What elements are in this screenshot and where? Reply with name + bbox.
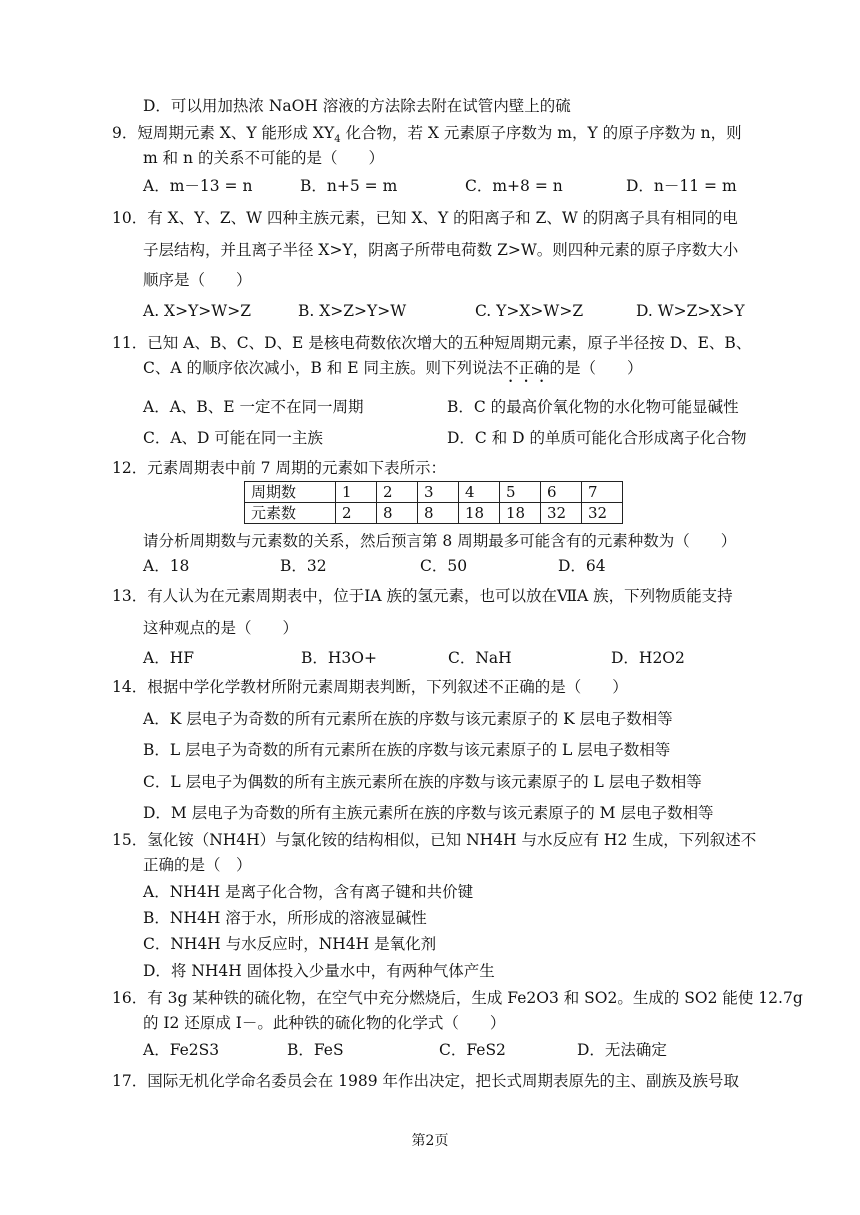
q13-stem-line2: 这种观点的是（ ） bbox=[143, 619, 299, 637]
q13-option-b: B．H3O+ bbox=[301, 649, 377, 667]
table-cell: 18 bbox=[459, 503, 500, 524]
table-row-counts bbox=[245, 503, 623, 524]
table-cell: 2 bbox=[336, 503, 377, 524]
q8-option-d: D．可以用加热浓 NaOH 溶液的方法除去附在试管内壁上的硫 bbox=[143, 97, 571, 115]
q15-option-a: A．NH4H 是离子化合物，含有离子键和共价键 bbox=[143, 883, 474, 901]
q15-option-b: B．NH4H 溶于水，所形成的溶液显碱性 bbox=[143, 909, 427, 927]
q14-stem: 14．根据中学化学教材所附元素周期表判断，下列叙述不正确的是（ ） bbox=[112, 678, 628, 696]
q16-stem-line1: 16．有 3g 某种铁的硫化物，在空气中充分燃烧后，生成 Fe2O3 和 SO2。生成的 SO2 能使 12.7g bbox=[112, 989, 803, 1007]
q16-stem-line2: 的 I2 还原成 I－。此种铁的硫化物的化学式（ ） bbox=[143, 1014, 506, 1032]
table-cell: 3 bbox=[418, 482, 459, 503]
q10-option-b: B. X>Z>Y>W bbox=[298, 302, 407, 320]
q9-stem-line1: 9．短周期元素 X、Y 能形成 $XY_4$ 化合物，若 X 元素原子序数为 m，Y 的原子序数为 n，则 bbox=[112, 124, 742, 146]
q12-stem: 12．元素周期表中前 7 周期的元素如下表所示： bbox=[112, 459, 446, 477]
q10-option-a: A. X>Y>W>Z bbox=[143, 302, 251, 320]
q10-option-c: C. Y>X>W>Z bbox=[475, 302, 584, 320]
table-cell: 6 bbox=[541, 482, 582, 503]
q17-stem-line1: 17．国际无机化学命名委员会在 1989 年作出决定，把长式周期表原先的主、副族及族号取 bbox=[112, 1072, 740, 1090]
q15-stem-line1: 15．氢化铵（NH4H）与氯化铵的结构相似，已知 NH4H 与水反应有 H2 生成，下列叙述不 bbox=[112, 831, 757, 849]
table-cell: 5 bbox=[500, 482, 541, 503]
q16-option-d: D．无法确定 bbox=[577, 1041, 667, 1059]
q9-option-b: B．n+5 = m bbox=[300, 177, 398, 195]
q11-emphasis-not-correct: 不正确 bbox=[502, 359, 550, 377]
q14-option-a: A．K 层电子为奇数的所有元素所在族的序数与该元素原子的 K 层电子数相等 bbox=[143, 710, 673, 728]
q10-stem-line1: 10．有 X、Y、Z、W 四种主族元素，已知 X、Y 的阳离子和 Z、W 的阴离子具有相同的电 bbox=[112, 209, 738, 227]
q14-option-c: C．L 层电子为偶数的所有主族元素所在族的序数与该元素原子的 L 层电子数相等 bbox=[143, 773, 702, 791]
q11-option-d: D．C 和 D 的单质可能化合形成离子化合物 bbox=[447, 429, 747, 447]
q11-option-b: B．C 的最高价氧化物的水化物可能显碱性 bbox=[447, 398, 739, 416]
table-cell: 32 bbox=[541, 503, 582, 524]
table-cell: 7 bbox=[582, 482, 623, 503]
q15-option-d: D．将 NH4H 固体投入少量水中，有两种气体产生 bbox=[143, 962, 495, 980]
table-cell: 1 bbox=[336, 482, 377, 503]
q12-option-b: B．32 bbox=[280, 557, 327, 575]
q11-stem-line1: 11．已知 A、B、C、D、E 是核电荷数依次增大的五种短周期元素，原子半径按 D、E、B、 bbox=[112, 334, 752, 352]
q9-option-c: C．m+8 = n bbox=[465, 177, 563, 195]
table-cell: 2 bbox=[377, 482, 418, 503]
q9-option-d: D．n－11 = m bbox=[626, 177, 737, 195]
table-cell: 32 bbox=[582, 503, 623, 524]
q10-stem-line3: 顺序是（ ） bbox=[143, 271, 252, 289]
q9-stem-line2: m 和 n 的关系不可能的是（ ） bbox=[143, 149, 384, 167]
q16-option-b: B．FeS bbox=[287, 1041, 344, 1059]
q11-stem-line2: C、A 的顺序依次减小，B 和 E 同主族。则下列说法不正确的是（ ） bbox=[143, 359, 643, 377]
q12-prompt: 请分析周期数与元素数的关系，然后预言第 8 周期最多可能含有的元素种数为（ ） bbox=[143, 532, 737, 550]
table-cell: 8 bbox=[377, 503, 418, 524]
q12-option-d: D．64 bbox=[558, 557, 606, 575]
q16-option-c: C．FeS2 bbox=[439, 1041, 506, 1059]
page-number: 第2页 bbox=[411, 1133, 449, 1149]
table-cell: 18 bbox=[500, 503, 541, 524]
q13-option-d: D．H2O2 bbox=[611, 649, 685, 667]
q11-option-a: A．A、B、E 一定不在同一周期 bbox=[143, 398, 364, 416]
table-header-count: 元素数 bbox=[245, 503, 336, 524]
periodic-table-summary bbox=[244, 481, 623, 524]
table-cell: 4 bbox=[459, 482, 500, 503]
q11-option-c: C．A、D 可能在同一主族 bbox=[143, 429, 323, 447]
table-row-periods bbox=[245, 482, 623, 503]
q9-option-a: A．m－13 = n bbox=[143, 177, 253, 195]
q15-stem-line2: 正确的是（ ） bbox=[143, 856, 252, 874]
q14-option-d: D．M 层电子为奇数的所有主族元素所在族的序数与该元素原子的 M 层电子数相等 bbox=[143, 804, 714, 822]
q10-stem-line2: 子层结构，并且离子半径 X>Y，阴离子所带电荷数 Z>W。则四种元素的原子序数大小 bbox=[143, 241, 739, 259]
q15-option-c: C．NH4H 与水反应时，NH4H 是氧化剂 bbox=[143, 935, 437, 953]
q13-stem-line1: 13．有人认为在元素周期表中，位于ⅠA 族的氢元素，也可以放在ⅦA 族，下列物质能支持 bbox=[112, 587, 733, 605]
q14-option-b: B．L 层电子为奇数的所有元素所在族的序数与该元素原子的 L 层电子数相等 bbox=[143, 741, 671, 759]
q10-option-d: D. W>Z>X>Y bbox=[636, 302, 745, 320]
q13-option-a: A．HF bbox=[143, 649, 194, 667]
q13-option-c: C．NaH bbox=[448, 649, 512, 667]
table-cell: 8 bbox=[418, 503, 459, 524]
q12-option-c: C．50 bbox=[420, 557, 468, 575]
q12-option-a: A．18 bbox=[143, 557, 190, 575]
table-header-period: 周期数 bbox=[245, 482, 336, 503]
q16-option-a: A．Fe2S3 bbox=[143, 1041, 220, 1059]
